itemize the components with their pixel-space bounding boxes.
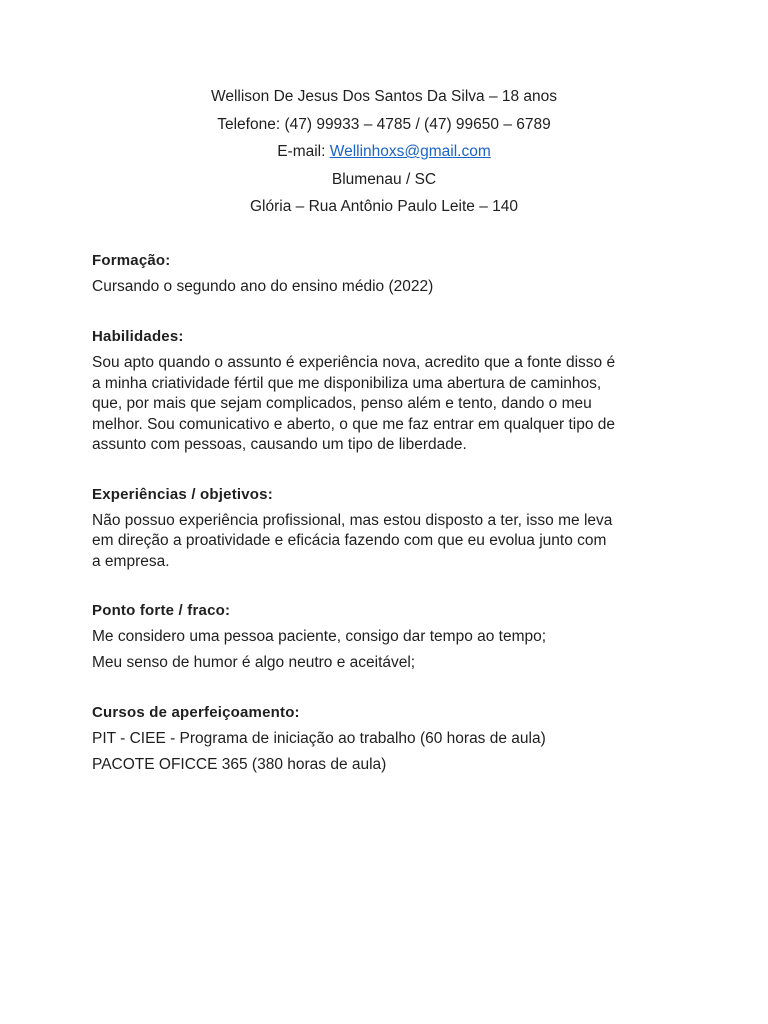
section-ponto-forte-fraco — [92, 600, 672, 674]
name-line: Wellison De Jesus Dos Santos Da Silva – 18 anos — [210, 88, 558, 105]
text-line: melhor. Sou comunicativo e aberto, o que me faz entrar em qualquer tipo de — [92, 415, 615, 433]
text-line: em direção a proatividade e eficácia fazendo com que eu evolua junto com — [92, 532, 607, 549]
text-line: a minha criatividade fértil que me disponibiliza uma abertura de caminhos, — [92, 374, 602, 392]
text-line: Não possuo experiência profissional, mas estou disposto a ter, isso me leva — [92, 511, 613, 529]
contact-header — [0, 86, 768, 224]
address-line: Glória – Rua Antônio Paulo Leite – 140 — [250, 198, 518, 215]
formacao-text: Cursando o segundo ano do ensino médio (2022) — [92, 278, 434, 295]
city-line: Blumenau / SC — [331, 170, 437, 188]
list-item: Meu senso de humor é algo neutro e aceitável; — [92, 654, 416, 671]
email-link[interactable]: Wellinhoxs@gmail.com — [329, 143, 491, 160]
text-line: assunto com pessoas, causando um tipo de liberdade. — [92, 436, 467, 453]
section-title: Formação: — [92, 252, 171, 269]
email-label: E-mail: — [277, 143, 330, 160]
section-title: Habilidades: — [92, 328, 184, 345]
section-habilidades — [92, 326, 672, 456]
text-line: Sou apto quando o assunto é experiência nova, acredito que a fonte disso é — [92, 354, 616, 371]
list-item: PIT - CIEE - Programa de iniciação ao trabalho (60 horas de aula) — [92, 730, 546, 747]
section-title: Cursos de aperfeiçoamento: — [92, 704, 300, 721]
resume-body — [92, 250, 672, 776]
section-title: Experiências / objetivos: — [92, 485, 273, 503]
email-line — [0, 141, 768, 169]
list-item: PACOTE OFICCE 365 (380 horas de aula) — [92, 756, 387, 773]
section-experiencias — [92, 484, 672, 573]
text-line: que, por mais que sejam complicados, penso além e tento, dando o meu — [92, 395, 592, 412]
list-item: Me considero uma pessoa paciente, consigo dar tempo ao tempo; — [92, 628, 547, 645]
phone-line: Telefone: (47) 99933 – 4785 / (47) 99650 – 6789 — [217, 115, 551, 133]
section-cursos — [92, 702, 672, 776]
section-title: Ponto forte / fraco: — [92, 602, 231, 619]
experiencias-paragraph — [92, 511, 672, 573]
section-formacao — [92, 250, 672, 298]
text-line: a empresa. — [92, 552, 170, 570]
habilidades-paragraph — [92, 353, 672, 456]
